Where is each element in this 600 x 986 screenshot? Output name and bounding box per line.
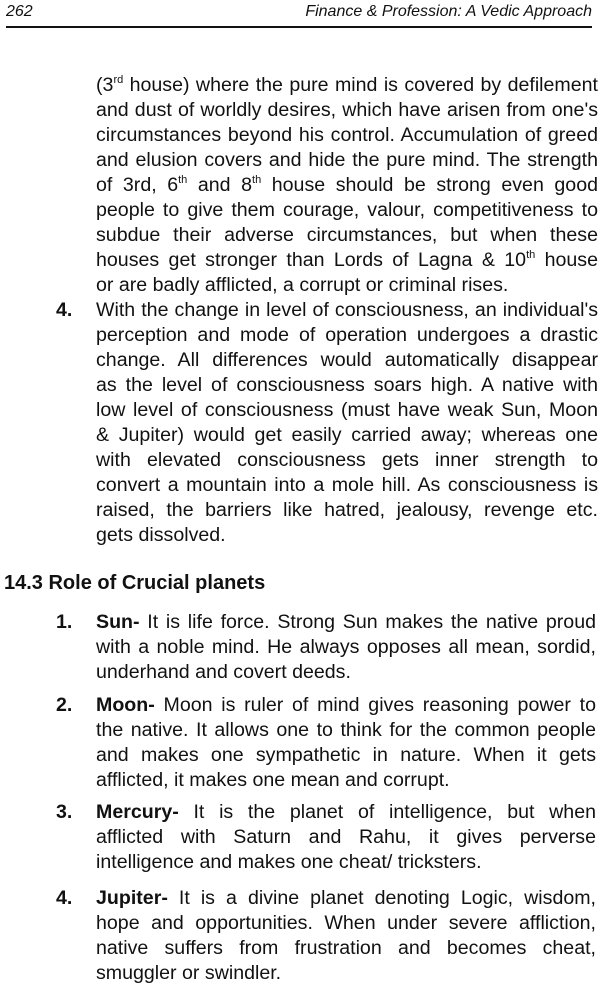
continuation-paragraph <box>96 73 598 298</box>
text-line: Mercury- It is the planet of intelligence, but when <box>96 801 596 823</box>
text-line: with elevated consciousness gets inner strength to <box>96 449 598 471</box>
section-heading: 14.3 Role of Crucial planets <box>4 572 266 594</box>
text-line: perception and mode of operation undergoes a drastic <box>96 324 598 346</box>
text-line: & Jupiter) would get easily carried away; whereas one <box>96 424 598 446</box>
text-line: underhand and covert deeds. <box>96 661 351 683</box>
text-line: raised, the barriers like hatred, jealousy, revenge etc. <box>96 499 598 521</box>
text-line: hope and opportunities. When under severe affliction, <box>96 912 596 934</box>
text-line: With the change in level of consciousness, an individual's <box>96 299 598 321</box>
text-line: and makes one sympathetic in nature. When it gets <box>96 744 596 766</box>
list-item-body <box>96 886 596 986</box>
text-line: the native. It allows one to think for the common people <box>96 719 596 741</box>
planet-name: Moon- <box>96 694 155 716</box>
planet-name: Sun- <box>96 611 140 633</box>
text-line: afflicted, it makes one mean and corrupt. <box>96 769 450 791</box>
list-number: 4. <box>56 887 73 909</box>
text-line: Sun- It is life force. Strong Sun makes the native proud <box>96 611 596 633</box>
text-line: and dust of worldly desires, which have arisen from one's <box>96 99 598 121</box>
text-line: as the level of consciousness soars high. A native with <box>96 374 598 396</box>
text-line: smuggler or swindler. <box>96 962 282 984</box>
book-title: Finance & Profession: A Vedic Approach <box>305 3 592 20</box>
text-line: convert a mountain into a mole hill. As consciousness is <box>96 474 598 496</box>
running-header <box>6 0 592 28</box>
text-line: or are badly afflicted, a corrupt or criminal rises. <box>96 274 509 296</box>
list-number: 3. <box>56 801 73 823</box>
text-line: and elusion covers and hide the pure mind. The strength <box>96 149 598 171</box>
text-line: with a noble mind. He always opposes all mean, sordid, <box>96 636 596 658</box>
text-line: subdue their adverse circumstances, but when these <box>96 224 598 246</box>
list-number: 1. <box>56 611 73 633</box>
text-line: Moon- Moon is ruler of mind gives reasoning power to <box>96 694 596 716</box>
text-line: Jupiter- It is a divine planet denoting Logic, wisdom, <box>96 887 596 909</box>
page-number: 262 <box>6 3 33 20</box>
text-line: afflicted with Saturn and Rahu, it gives perverse <box>96 826 596 848</box>
text-line: people to give them courage, valour, competitiveness to <box>96 199 598 221</box>
text-line: (3rd house) where the pure mind is covered by defilement <box>96 74 598 96</box>
text-line: of 3rd, 6th and 8th house should be strong even good <box>96 174 598 196</box>
list-number: 2. <box>56 694 73 716</box>
text-line: intelligence and makes one cheat/ tricksters. <box>96 851 482 873</box>
text-line: houses get stronger than Lords of Lagna & 10th house <box>96 249 598 271</box>
list-item-body <box>96 693 596 793</box>
text-line: gets dissolved. <box>96 524 226 546</box>
list-item-body <box>96 800 596 875</box>
list-item-body <box>96 298 598 548</box>
text-line: native suffers from frustration and becomes cheat, <box>96 937 596 959</box>
text-line: circumstances beyond his control. Accumulation of greed <box>96 124 598 146</box>
text-line: low level of consciousness (must have weak Sun, Moon <box>96 399 598 421</box>
text-line: change. All differences would automatically disappear <box>96 349 598 371</box>
planet-name: Jupiter- <box>96 887 168 909</box>
list-number: 4. <box>56 299 73 321</box>
planet-name: Mercury- <box>96 801 179 823</box>
list-item-body <box>96 610 596 685</box>
